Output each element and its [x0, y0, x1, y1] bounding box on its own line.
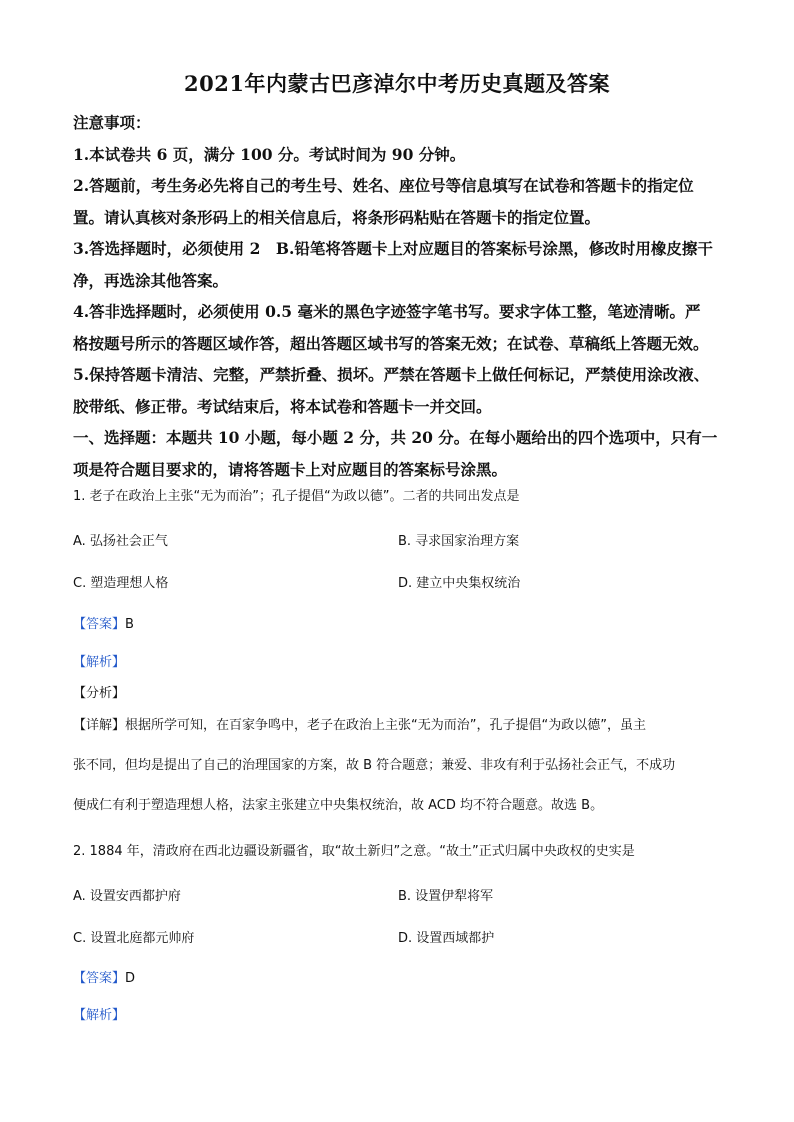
- question-2-option-a: A. 设置安西都护府: [73, 889, 181, 904]
- detail-line: 便成仁有利于塑造理想人格，法家主张建立中央集权统治，故 ACD 均不符合题意。故选 B。: [73, 798, 604, 813]
- notes-heading: 注意事项：: [73, 113, 151, 132]
- detail-line: 张不同，但均是提出了自己的治理国家的方案，故 B 符合题意；兼爱、非攻有利于弘扬社会正气，不成功: [73, 758, 676, 773]
- answer-value: B: [125, 617, 134, 632]
- detail-label: 【详解】: [73, 718, 126, 733]
- notes-line: 4.答非选择题时，必须使用 0.5 毫米的黑色字迹签字笔书写。要求字体工整，笔迹清晰。严: [73, 302, 701, 321]
- notes-line: 2.答题前，考生务必先将自己的考生号、姓名、座位号等信息填写在试卷和答题卡的指定位: [73, 176, 694, 195]
- page-title: 2021年内蒙古巴彦淖尔中考历史真题及答案: [184, 71, 610, 96]
- question-1-detail: [73, 706, 723, 826]
- question-2-option-c: C. 设置北庭都元帅府: [73, 931, 195, 946]
- question-1-fenxi-label: 【分析】: [73, 686, 126, 701]
- answer-value: D: [125, 971, 136, 986]
- section-heading: 一、选择题：本题共 10 小题，每小题 2 分，共 20 分。在每小题给出的四个选项中，只有一: [73, 428, 718, 447]
- notes-line: 5.保持答题卡清洁、完整，严禁折叠、损坏。严禁在答题卡上做任何标记，严禁使用涂改液、: [73, 365, 710, 384]
- notes-section: [73, 107, 723, 485]
- section-heading: 项是符合题目要求的，请将答题卡上对应题目的答案标号涂黑。: [73, 459, 508, 479]
- question-2-answer: [73, 967, 135, 986]
- question-2-jiexi-label: 【解析】: [73, 1008, 126, 1023]
- notes-line: 1.本试卷共 6 页，满分 100 分。考试时间为 90 分钟。: [73, 144, 466, 164]
- question-1-option-b: B. 寻求国家治理方案: [398, 534, 520, 549]
- detail-line: 根据所学可知，在百家争鸣中，老子在政治上主张“无为而治”，孔子提倡“为政以德”，虽主: [125, 718, 646, 733]
- notes-line: 净，再选涂其他答案。: [73, 270, 229, 290]
- notes-line: 置。请认真核对条形码上的相关信息后，将条形码粘贴在答题卡的指定位置。: [73, 207, 601, 227]
- question-2-stem: 2. 1884 年，清政府在西北边疆设新疆省，取“故土新归”之意。“故土”正式归属中央政权的史实是: [73, 844, 635, 859]
- notes-line: 3.答选择题时，必须使用 2 B.铅笔将答题卡上对应题目的答案标号涂黑，修改时用橡皮擦干: [73, 239, 713, 258]
- question-1-option-a: A. 弘扬社会正气: [73, 534, 168, 549]
- question-1-answer: [73, 613, 134, 632]
- question-1-stem: 1. 老子在政治上主张“无为而治”；孔子提倡“为政以德”。二者的共同出发点是: [73, 489, 520, 504]
- answer-label: 【答案】: [73, 617, 126, 632]
- question-1-jiexi-label: 【解析】: [73, 655, 126, 670]
- question-2-option-d: D. 设置西域都护: [398, 931, 495, 946]
- answer-label: 【答案】: [73, 971, 126, 986]
- question-2-option-b: B. 设置伊犁将军: [398, 889, 494, 904]
- notes-line: 胶带纸、修正带。考试结束后，将本试卷和答题卡一并交回。: [73, 396, 492, 416]
- notes-line: 格按题号所示的答题区域作答，超出答题区域书写的答案无效；在试卷、草稿纸上答题无效。: [73, 333, 709, 353]
- question-1-option-c: C. 塑造理想人格: [73, 576, 169, 591]
- question-1-option-d: D. 建立中央集权统治: [398, 576, 521, 591]
